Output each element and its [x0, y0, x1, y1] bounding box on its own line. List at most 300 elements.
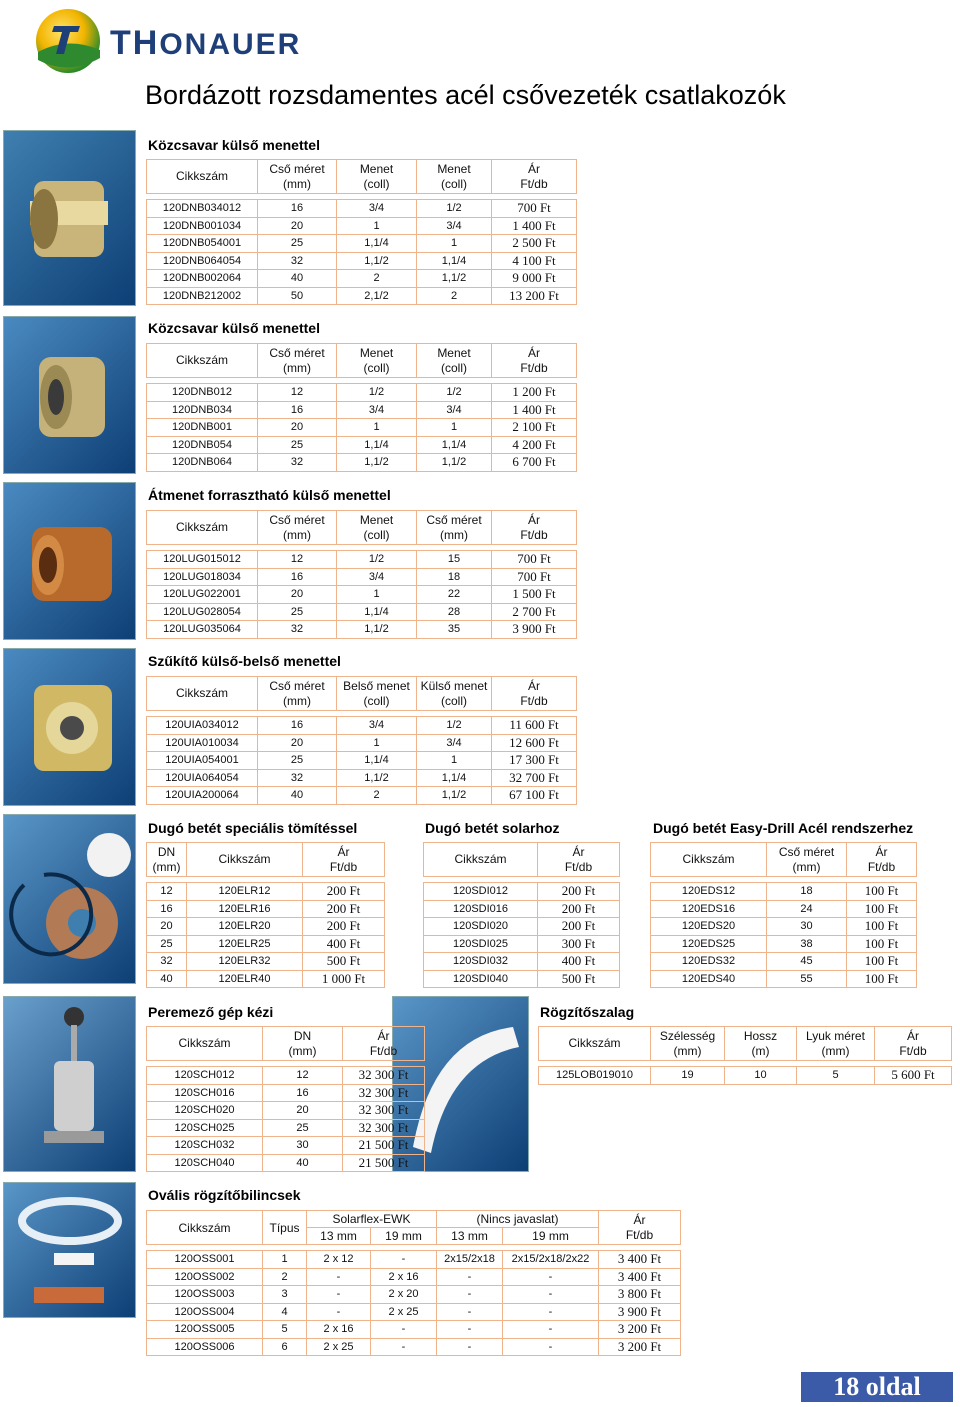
price-cell: 6 700 Ft — [492, 454, 577, 472]
price-table-dugo-special — [146, 842, 385, 988]
price-cell: 400 Ft — [538, 953, 620, 971]
table-row — [147, 1321, 681, 1339]
price-cell: 13 200 Ft — [492, 287, 577, 305]
table-cell: 120SCH040 — [147, 1154, 263, 1172]
col-header: Hossz (m) — [725, 1027, 797, 1061]
table-cell: 1,1/4 — [337, 436, 417, 454]
price-cell: 700 Ft — [492, 551, 577, 569]
table-cell: 120UIA200064 — [147, 787, 258, 805]
price-cell: 100 Ft — [847, 918, 917, 936]
table-cell: 120ELR25 — [187, 935, 303, 953]
col-header: Szélesség (mm) — [651, 1027, 725, 1061]
col-header: Cikkszám — [147, 1027, 263, 1061]
price-cell: 17 300 Ft — [492, 752, 577, 770]
brand-logo: THONAUER — [110, 24, 302, 62]
table-cell: 5 — [263, 1321, 307, 1339]
table-cell: - — [503, 1286, 599, 1304]
price-cell: 32 300 Ft — [343, 1119, 425, 1137]
table-cell: 28 — [417, 603, 492, 621]
table-cell: - — [307, 1303, 371, 1321]
table-cell: 120DNB212002 — [147, 287, 258, 305]
price-cell: 1 400 Ft — [492, 401, 577, 419]
table-cell: 120LUG015012 — [147, 551, 258, 569]
price-cell: 2 500 Ft — [492, 235, 577, 253]
table-row — [147, 287, 577, 305]
table-cell: 120OSS002 — [147, 1268, 263, 1286]
price-table-peremezo — [146, 1026, 425, 1172]
table-cell: 1 — [417, 419, 492, 437]
table-cell: 120EDS40 — [651, 970, 767, 988]
table-cell: 120SDI016 — [424, 900, 538, 918]
table-cell: 32 — [258, 769, 337, 787]
table-cell: 3/4 — [337, 200, 417, 218]
col-header: Cikkszám — [147, 344, 258, 378]
col-header: Cikkszám — [424, 843, 538, 877]
table-cell: - — [307, 1286, 371, 1304]
table-row — [147, 717, 577, 735]
table-cell: 3/4 — [337, 401, 417, 419]
table-cell: 32 — [258, 252, 337, 270]
table-cell: 2 — [263, 1268, 307, 1286]
table-row — [147, 217, 577, 235]
table-cell: 120SDI012 — [424, 883, 538, 901]
table-cell: 120DNB001 — [147, 419, 258, 437]
table-row — [147, 200, 577, 218]
table-cell: 3/4 — [337, 717, 417, 735]
col-header: Cső méret (mm) — [258, 160, 337, 194]
section-title-szukito: Szűkítő külső-belső menettel — [148, 653, 341, 669]
table-cell: 120SCH032 — [147, 1137, 263, 1155]
table-cell: 25 — [258, 235, 337, 253]
table-cell: 120ELR40 — [187, 970, 303, 988]
table-cell: 1 — [337, 217, 417, 235]
price-cell: 1 400 Ft — [492, 217, 577, 235]
table-cell: 120SCH020 — [147, 1102, 263, 1120]
price-cell: 3 900 Ft — [599, 1303, 681, 1321]
section-title-kozcsavar-1: Közcsavar külső menettel — [148, 137, 320, 153]
table-cell: 1,1/2 — [417, 270, 492, 288]
price-cell: 5 600 Ft — [875, 1067, 952, 1085]
table-row — [147, 436, 577, 454]
table-cell: 2 — [337, 270, 417, 288]
col-header-tipus: Típus — [263, 1211, 307, 1245]
table-cell: 120ELR12 — [187, 883, 303, 901]
table-cell: - — [437, 1286, 503, 1304]
table-cell: 120SDI040 — [424, 970, 538, 988]
price-cell: 2 100 Ft — [492, 419, 577, 437]
table-cell: 120DNB034 — [147, 401, 258, 419]
table-row — [147, 454, 577, 472]
section-title-dugo-easydrill: Dugó betét Easy-Drill Acél rendszerhez — [653, 820, 914, 836]
table-cell: 16 — [258, 200, 337, 218]
table-cell: 2 x 12 — [307, 1251, 371, 1269]
col-header: Külső menet (coll) — [417, 677, 492, 711]
table-row — [147, 252, 577, 270]
col-header: DN (mm) — [147, 843, 187, 877]
price-cell: 200 Ft — [538, 900, 620, 918]
price-cell: 500 Ft — [303, 953, 385, 971]
col-header: Cső méret (mm) — [258, 677, 337, 711]
table-cell: - — [437, 1338, 503, 1356]
price-cell: 3 900 Ft — [492, 621, 577, 639]
col-header: Menet (coll) — [337, 344, 417, 378]
table-row — [539, 1067, 952, 1085]
col-header-13mm: 13 mm — [307, 1228, 371, 1245]
table-row — [147, 586, 577, 604]
table-cell: 120ELR20 — [187, 918, 303, 936]
table-cell: 1,1/2 — [337, 769, 417, 787]
table-cell: 1/2 — [417, 384, 492, 402]
table-row — [147, 551, 577, 569]
table-cell: - — [437, 1303, 503, 1321]
table-row — [147, 1119, 425, 1137]
table-row — [424, 970, 620, 988]
product-image-uia — [3, 648, 136, 806]
col-header-13mm-b: 13 mm — [437, 1228, 503, 1245]
table-cell: 120OSS006 — [147, 1338, 263, 1356]
price-cell: 700 Ft — [492, 568, 577, 586]
table-cell: 19 — [651, 1067, 725, 1085]
table-cell: 1,1/2 — [417, 787, 492, 805]
table-cell: 40 — [258, 787, 337, 805]
table-cell: 2 x 25 — [371, 1303, 437, 1321]
price-cell: 100 Ft — [847, 900, 917, 918]
price-table-kozcsavar-1 — [146, 159, 577, 305]
table-cell: 15 — [417, 551, 492, 569]
table-cell: 25 — [147, 935, 187, 953]
table-cell: 120EDS12 — [651, 883, 767, 901]
table-cell: 1 — [337, 586, 417, 604]
table-cell: 45 — [767, 953, 847, 971]
price-cell: 100 Ft — [847, 970, 917, 988]
table-cell: 120LUG022001 — [147, 586, 258, 604]
table-cell: 120EDS20 — [651, 918, 767, 936]
table-row — [147, 1102, 425, 1120]
table-cell: 120SCH025 — [147, 1119, 263, 1137]
table-cell: 2,1/2 — [337, 287, 417, 305]
table-cell: 1 — [337, 734, 417, 752]
col-header: Cső méret (mm) — [417, 511, 492, 545]
table-cell: 1,1/4 — [417, 769, 492, 787]
table-row — [147, 1067, 425, 1085]
table-cell: 1 — [417, 235, 492, 253]
table-row — [147, 883, 385, 901]
table-cell: 1,1/2 — [337, 252, 417, 270]
table-cell: 1,1/4 — [337, 235, 417, 253]
col-header: DN (mm) — [263, 1027, 343, 1061]
price-cell: 21 500 Ft — [343, 1154, 425, 1172]
table-cell: 12 — [263, 1067, 343, 1085]
table-cell: 1,1/2 — [417, 454, 492, 472]
price-cell: 11 600 Ft — [492, 717, 577, 735]
table-cell: 1/2 — [417, 717, 492, 735]
col-header: Menet (coll) — [417, 344, 492, 378]
table-cell: 38 — [767, 935, 847, 953]
page-number-badge: 18 oldal — [801, 1372, 953, 1402]
table-cell: 120UIA064054 — [147, 769, 258, 787]
table-row — [147, 752, 577, 770]
table-cell: 120DNB054001 — [147, 235, 258, 253]
table-cell: 120DNB012 — [147, 384, 258, 402]
table-row — [651, 883, 917, 901]
price-cell: 3 200 Ft — [599, 1338, 681, 1356]
price-cell: 32 300 Ft — [343, 1102, 425, 1120]
product-image-dnb-nipple — [3, 130, 136, 306]
col-header-solarflex: Solarflex-EWK — [307, 1211, 437, 1228]
table-cell: 1,1/2 — [337, 621, 417, 639]
col-header: Ár Ft/db — [875, 1027, 952, 1061]
table-cell: 2 x 16 — [307, 1321, 371, 1339]
price-table-szukito — [146, 676, 577, 805]
table-cell: 32 — [258, 621, 337, 639]
table-row — [424, 900, 620, 918]
table-cell: 120DNB064054 — [147, 252, 258, 270]
table-cell: 12 — [258, 384, 337, 402]
table-cell: 120LUG028054 — [147, 603, 258, 621]
section-title-rogzitoszalag: Rögzítőszalag — [540, 1004, 635, 1020]
section-title-dugo-solar: Dugó betét solarhoz — [425, 820, 560, 836]
price-cell: 1 500 Ft — [492, 586, 577, 604]
table-cell: 1,1/4 — [417, 436, 492, 454]
table-cell: 120OSS004 — [147, 1303, 263, 1321]
table-cell: 40 — [147, 970, 187, 988]
table-cell: 55 — [767, 970, 847, 988]
table-row — [651, 935, 917, 953]
table-row — [147, 1303, 681, 1321]
col-header: Ár Ft/db — [847, 843, 917, 877]
table-cell: 120DNB054 — [147, 436, 258, 454]
table-cell: 1 — [337, 419, 417, 437]
price-cell: 2 700 Ft — [492, 603, 577, 621]
table-cell: 120DNB064 — [147, 454, 258, 472]
col-header: Ár Ft/db — [538, 843, 620, 877]
price-cell: 9 000 Ft — [492, 270, 577, 288]
table-row — [651, 918, 917, 936]
table-row — [147, 419, 577, 437]
table-row — [147, 270, 577, 288]
table-cell: 40 — [263, 1154, 343, 1172]
table-cell: - — [503, 1321, 599, 1339]
table-cell: 120SCH016 — [147, 1084, 263, 1102]
table-row — [147, 1084, 425, 1102]
price-cell: 500 Ft — [538, 970, 620, 988]
price-cell: 200 Ft — [303, 918, 385, 936]
table-cell: 16 — [263, 1084, 343, 1102]
product-image-flaring-tool — [3, 996, 136, 1172]
price-cell: 1 200 Ft — [492, 384, 577, 402]
table-row — [147, 1268, 681, 1286]
col-header: Menet (coll) — [417, 160, 492, 194]
table-row — [147, 1137, 425, 1155]
section-title-peremezo: Peremező gép kézi — [148, 1004, 274, 1020]
price-cell: 100 Ft — [847, 953, 917, 971]
col-header: Lyuk méret (mm) — [797, 1027, 875, 1061]
col-header: Ár Ft/db — [492, 160, 577, 194]
price-cell: 4 100 Ft — [492, 252, 577, 270]
col-header: Belső menet (coll) — [337, 677, 417, 711]
col-header: Ár Ft/db — [343, 1027, 425, 1061]
col-header: Cikkszám — [147, 677, 258, 711]
product-image-oval-clamps — [3, 1182, 136, 1318]
price-cell: 21 500 Ft — [343, 1137, 425, 1155]
table-row — [651, 970, 917, 988]
col-header-ar: Ár Ft/db — [599, 1211, 681, 1245]
table-cell: 16 — [258, 717, 337, 735]
price-cell: 32 700 Ft — [492, 769, 577, 787]
section-title-dugo-special: Dugó betét speciális tömítéssel — [148, 820, 358, 836]
table-cell: 2 x 25 — [307, 1338, 371, 1356]
table-cell: 1,1/4 — [337, 752, 417, 770]
table-cell: 120OSS001 — [147, 1251, 263, 1269]
price-cell: 3 800 Ft — [599, 1286, 681, 1304]
col-header-nincs-javaslat: (Nincs javaslat) — [437, 1211, 599, 1228]
table-row — [147, 787, 577, 805]
table-cell: 20 — [258, 586, 337, 604]
table-cell: 3/4 — [417, 401, 492, 419]
table-cell: 25 — [263, 1119, 343, 1137]
table-cell: 18 — [417, 568, 492, 586]
table-cell: 6 — [263, 1338, 307, 1356]
table-cell: - — [503, 1268, 599, 1286]
table-cell: - — [437, 1321, 503, 1339]
price-table-dugo-easydrill — [650, 842, 917, 988]
table-cell: 120EDS25 — [651, 935, 767, 953]
table-cell: 120LUG018034 — [147, 568, 258, 586]
price-cell: 400 Ft — [303, 935, 385, 953]
price-cell: 200 Ft — [538, 883, 620, 901]
table-cell: 120OSS003 — [147, 1286, 263, 1304]
table-row — [424, 883, 620, 901]
table-cell: 22 — [417, 586, 492, 604]
table-row — [651, 953, 917, 971]
price-cell: 1 000 Ft — [303, 970, 385, 988]
table-cell: 125LOB019010 — [539, 1067, 651, 1085]
table-cell: 32 — [147, 953, 187, 971]
table-cell: 120DNB001034 — [147, 217, 258, 235]
section-title-kozcsavar-2: Közcsavar külső menettel — [148, 320, 320, 336]
price-cell: 32 300 Ft — [343, 1067, 425, 1085]
table-cell: 25 — [258, 436, 337, 454]
product-image-dnb-short — [3, 316, 136, 474]
table-row — [147, 384, 577, 402]
col-header-19mm-b: 19 mm — [503, 1228, 599, 1245]
table-cell: 20 — [258, 419, 337, 437]
table-cell: 2 — [417, 287, 492, 305]
table-cell: - — [371, 1338, 437, 1356]
table-cell: 2 x 20 — [371, 1286, 437, 1304]
table-cell: 16 — [258, 401, 337, 419]
table-cell: 50 — [258, 287, 337, 305]
price-cell: 3 200 Ft — [599, 1321, 681, 1339]
table-row — [147, 603, 577, 621]
table-row — [147, 734, 577, 752]
table-cell: 120UIA054001 — [147, 752, 258, 770]
table-row — [424, 918, 620, 936]
table-cell: 1/2 — [337, 384, 417, 402]
table-row — [651, 900, 917, 918]
table-row — [147, 235, 577, 253]
price-cell: 3 400 Ft — [599, 1268, 681, 1286]
table-row — [147, 935, 385, 953]
price-table-kozcsavar-2 — [146, 343, 577, 472]
table-cell: 120OSS005 — [147, 1321, 263, 1339]
table-cell: 16 — [147, 900, 187, 918]
table-cell: 1,1/2 — [337, 454, 417, 472]
table-cell: 120SDI025 — [424, 935, 538, 953]
table-cell: 120DNB034012 — [147, 200, 258, 218]
col-header-19mm: 19 mm — [371, 1228, 437, 1245]
table-cell: - — [371, 1321, 437, 1339]
table-row — [147, 970, 385, 988]
table-cell: 10 — [725, 1067, 797, 1085]
table-row — [147, 1286, 681, 1304]
table-cell: 12 — [147, 883, 187, 901]
table-cell: - — [503, 1303, 599, 1321]
table-cell: - — [503, 1338, 599, 1356]
table-cell: 20 — [258, 734, 337, 752]
table-cell: 25 — [258, 752, 337, 770]
table-cell: 16 — [258, 568, 337, 586]
table-row — [147, 918, 385, 936]
col-header: Cikkszám — [187, 843, 303, 877]
col-header: Ár Ft/db — [492, 511, 577, 545]
table-cell: 20 — [258, 217, 337, 235]
table-cell: 2x15/2x18/2x22 — [503, 1251, 599, 1269]
table-cell: 120SDI020 — [424, 918, 538, 936]
table-cell: 120DNB002064 — [147, 270, 258, 288]
table-cell: 30 — [263, 1137, 343, 1155]
table-cell: 120UIA010034 — [147, 734, 258, 752]
table-row — [147, 1338, 681, 1356]
table-cell: 120ELR32 — [187, 953, 303, 971]
table-cell: 3 — [263, 1286, 307, 1304]
table-row — [147, 769, 577, 787]
col-header: Cikkszám — [147, 511, 258, 545]
table-cell: 120UIA034012 — [147, 717, 258, 735]
table-cell: 3/4 — [337, 568, 417, 586]
table-cell: 24 — [767, 900, 847, 918]
table-cell: 12 — [258, 551, 337, 569]
section-title-ovalis: Ovális rögzítőbilincsek — [148, 1187, 301, 1203]
table-cell: 1/2 — [417, 200, 492, 218]
col-header: Cikkszám — [147, 160, 258, 194]
table-cell: 5 — [797, 1067, 875, 1085]
table-cell: 32 — [258, 454, 337, 472]
table-cell: 2 x 16 — [371, 1268, 437, 1286]
table-cell: 120ELR16 — [187, 900, 303, 918]
price-table-dugo-solar — [423, 842, 620, 988]
table-cell: 120SCH012 — [147, 1067, 263, 1085]
col-header: Cső méret (mm) — [258, 344, 337, 378]
col-header: Ár Ft/db — [303, 843, 385, 877]
table-row — [147, 1154, 425, 1172]
table-cell: 25 — [258, 603, 337, 621]
price-cell: 100 Ft — [847, 935, 917, 953]
section-title-atmenet: Átmenet forrasztható külső menettel — [148, 487, 391, 503]
table-cell: 1,1/4 — [337, 603, 417, 621]
table-cell: 4 — [263, 1303, 307, 1321]
table-cell: 120EDS32 — [651, 953, 767, 971]
col-header: Ár Ft/db — [492, 677, 577, 711]
table-cell: 35 — [417, 621, 492, 639]
table-cell: 1/2 — [337, 551, 417, 569]
col-header: Cikkszám — [539, 1027, 651, 1061]
table-cell: 1 — [263, 1251, 307, 1269]
price-table-ovalis — [146, 1210, 681, 1356]
table-row — [147, 900, 385, 918]
price-cell: 32 300 Ft — [343, 1084, 425, 1102]
page-title: Bordázott rozsdamentes acél csővezeték csatlakozók — [145, 80, 786, 110]
